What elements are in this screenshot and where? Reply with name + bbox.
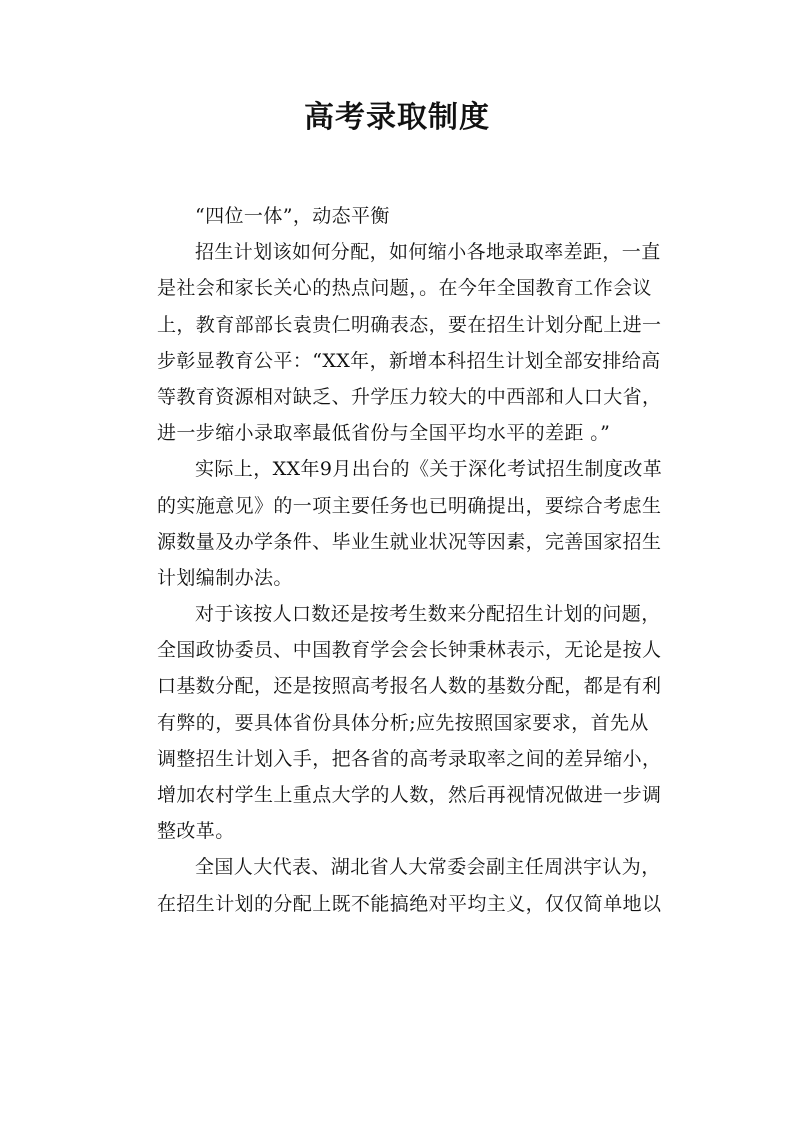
text-line: 的实施意见》的一项主要任务也已明确提出，要综合考虑生 [157, 494, 662, 517]
text-line: 步彰显教育公平：“XX年，新增本科招生计划全部安排给高 [157, 349, 661, 372]
paragraph-4 [119, 849, 679, 921]
text-line: 全国政协委员、中国教育学会会长钟秉林表示，无论是按人 [157, 639, 662, 662]
text-line: 有弊的，要具体省份具体分析;应先按照国家要求，首先从 [157, 711, 649, 734]
text-line: 在招生计划的分配上既不能搞绝对平均主义，仅仅简单地以 [157, 892, 662, 915]
paragraph-1 [119, 234, 679, 451]
text-line: 口基数分配，还是按照高考报名人数的基数分配，都是有利 [157, 675, 662, 698]
text-line: 源数量及办学条件、毕业生就业状况等因素，完善国家招生 [157, 530, 662, 553]
text-line: 实际上，XX年9月出台的《关于深化考试招生制度改革 [195, 458, 663, 481]
text-line: 全国人大代表、湖北省人大常委会副主任周洪宇认为， [195, 856, 661, 879]
paragraph-subheading [119, 198, 679, 234]
paragraph-3 [119, 596, 679, 849]
text-line: 对于该按人口数还是按考生数来分配招生计划的问题， [195, 603, 661, 626]
text-line: 等教育资源相对缺乏、升学压力较大的中西部和人口大省， [157, 385, 662, 408]
text-line: “四位一体”，动态平衡 [195, 205, 390, 227]
text-line: 增加农村学生上重点大学的人数，然后再视情况做进一步调 [157, 784, 662, 806]
text-line: 上，教育部部长袁贵仁明确表态，要在招生计划分配上进一 [157, 313, 662, 336]
document-body [119, 198, 679, 922]
text-line: 整改革。 [157, 820, 235, 843]
text-line: 进一步缩小录取率最低省份与全国平均水平的差距 。” [157, 422, 611, 445]
document-title: 高考录取制度 [304, 100, 490, 135]
paragraph-2 [119, 451, 679, 596]
text-line: 招生计划该如何分配，如何缩小各地录取率差距，一直 [195, 241, 661, 264]
text-line: 是社会和家长关心的热点问题，。在今年全国教育工作会议 [157, 277, 652, 300]
text-line: 计划编制办法。 [157, 566, 293, 589]
text-line: 调整招生计划入手，把各省的高考录取率之间的差异缩小， [157, 747, 662, 770]
